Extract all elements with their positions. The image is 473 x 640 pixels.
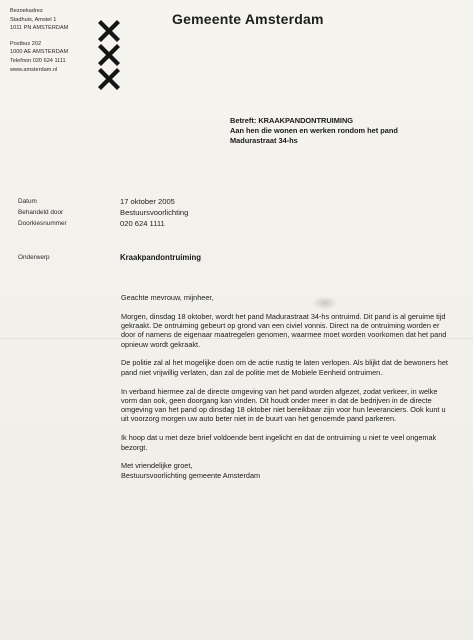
body-paragraph: Morgen, dinsdag 18 oktober, wordt het pand Madurastraat 34-hs ontruimd. Dit pand is al geruime tijd gekraakt. De ontruiming gebeurt op grond van een civiel vonnis. Direct na de ontruiming worden er door of namens de eigenaar maatregelen genomen, waarmee moet worden voorkomen dat het pand opnieuw wordt gekraakt. xyxy=(121,311,447,349)
visit-address-label: Bezoekadres xyxy=(10,8,43,14)
sender-phone: Telefoon 020 624 1111 xyxy=(10,57,66,64)
meta-label: Doorkiesnummer xyxy=(18,220,67,227)
visit-street: Stadhuis, Amstel 1 xyxy=(10,16,57,23)
body-paragraph: In verband hiermee zal de directe omgeving van het pand worden afgezet, zodat verkeer, in welke vorm dan ook, geen doorgang kan vinden. Dit houdt onder meer in dat de bedrijven in de directe omgeving van het pand op dinsdag 18 oktober niet bereikbaar zijn voor hun leveranciers. Ook kunt u uit voorzorg morgen uw auto beter niet in de buurt van het genoemde pand parkeren. xyxy=(121,386,446,424)
subject-label: Onderwerp xyxy=(18,254,50,261)
body-paragraph: De politie zal al het mogelijke doen om de actie rustig te laten verlopen. Als blijkt dat de bewoners het pand niet vrijwillig verlaten, dan zal de politie met de Mobiele Eenheid ontruimen. xyxy=(121,358,448,377)
andreaskruis-icon xyxy=(98,20,124,92)
salutation: Geachte mevrouw, mijnheer, xyxy=(121,293,214,302)
cross-icon xyxy=(98,68,120,90)
body-paragraph: Ik hoop dat u met deze brief voldoende bent ingelicht en dat de ontruiming u niet te veel ongemak bezorgt. xyxy=(121,433,437,452)
meta-value: 17 oktober 2005 xyxy=(120,197,175,206)
meta-row-date xyxy=(18,196,458,207)
subject-value: Kraakpandontruiming xyxy=(120,253,202,262)
organization-name: Gemeente Amsterdam xyxy=(172,11,324,27)
meta-row-handled-by xyxy=(18,207,458,218)
meta-label: Datum xyxy=(18,198,37,205)
signature: Bestuursvoorlichting gemeente Amsterdam xyxy=(121,470,261,480)
visit-postal-city: 1011 PN AMSTERDAM xyxy=(10,25,69,32)
regarding-title: Betreft: KRAAKPANDONTRUIMING xyxy=(230,116,354,125)
letter-meta xyxy=(18,196,458,229)
sender-website: www.amsterdam.nl xyxy=(10,66,58,73)
po-box: Postbus 202 xyxy=(10,40,42,47)
meta-label: Behandeld door xyxy=(18,209,64,216)
sender-address-block xyxy=(10,7,105,74)
meta-value: Bestuursvoorlichting xyxy=(120,208,189,217)
letter-body xyxy=(121,293,451,480)
regarding-audience: Aan hen die wonen en werken rondom het pand xyxy=(230,126,398,135)
cross-icon xyxy=(98,20,120,42)
closing: Met vriendelijke groet, xyxy=(121,461,193,471)
meta-row-direct-number xyxy=(18,218,458,229)
cross-icon xyxy=(98,44,120,66)
regarding-address: Madurastraat 34-hs xyxy=(230,136,298,145)
meta-value: 020 624 1111 xyxy=(120,219,165,228)
po-postal-city: 1000 AE AMSTERDAM xyxy=(10,49,69,56)
subject-row xyxy=(18,252,458,263)
regarding-block xyxy=(230,116,466,146)
